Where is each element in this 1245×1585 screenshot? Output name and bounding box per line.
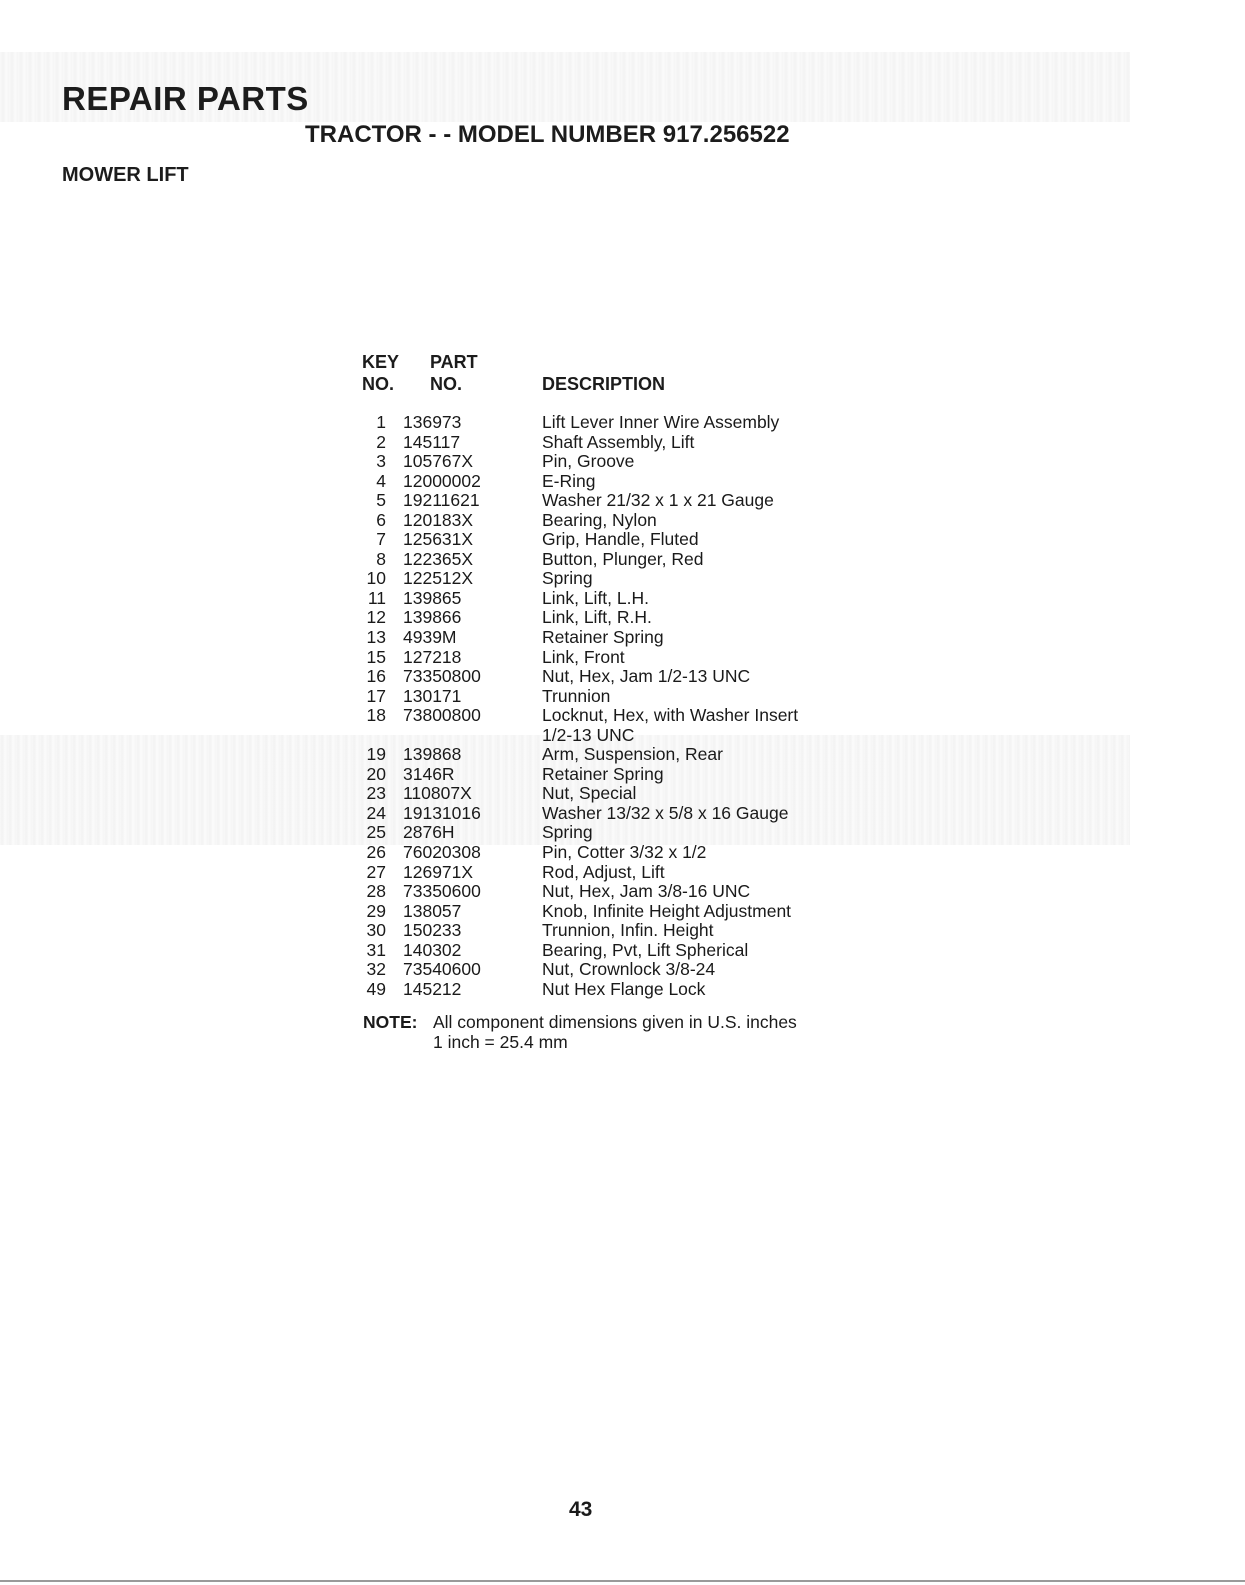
part-description: Retainer Spring <box>542 763 664 784</box>
table-row <box>355 589 875 609</box>
key-number: 30 <box>366 920 386 941</box>
part-number: 136973 <box>403 412 462 432</box>
table-row <box>355 667 875 687</box>
note-label: NOTE: <box>363 1012 418 1032</box>
table-row <box>355 511 875 531</box>
key-number: 6 <box>376 509 386 530</box>
part-description: Shaft Assembly, Lift <box>542 431 695 452</box>
part-description: Pin, Groove <box>542 451 635 472</box>
key-number: 12 <box>366 607 386 628</box>
table-row <box>355 960 875 980</box>
key-number: 25 <box>366 822 386 843</box>
part-number: 73800800 <box>403 705 481 726</box>
key-number: 10 <box>366 568 386 589</box>
table-row <box>355 843 875 863</box>
part-number: 122512X <box>403 568 474 589</box>
key-number: 49 <box>366 978 386 999</box>
key-number: 20 <box>366 763 386 784</box>
part-description: Button, Plunger, Red <box>542 548 704 569</box>
key-number: 3 <box>376 451 386 472</box>
table-row <box>355 980 875 1000</box>
part-description: Arm, Suspension, Rear <box>542 744 723 765</box>
part-description: Nut, Hex, Jam 1/2-13 UNC <box>542 666 751 687</box>
table-row <box>355 941 875 961</box>
part-number: 19131016 <box>403 802 481 823</box>
part-number: 122365X <box>403 548 474 569</box>
part-number: 105767X <box>403 451 474 472</box>
key-header-line2: NO. <box>362 374 395 394</box>
part-description: Nut Hex Flange Lock <box>542 978 706 999</box>
part-number: 138057 <box>403 900 462 921</box>
table-row <box>355 550 875 570</box>
key-number: 7 <box>376 529 386 550</box>
part-description-continued: 1/2-13 UNC <box>542 724 635 745</box>
part-description: Locknut, Hex, with Washer Insert <box>542 705 799 726</box>
part-number: 73350800 <box>403 666 481 687</box>
part-number: 139865 <box>403 587 462 608</box>
table-row <box>355 921 875 941</box>
description-header: DESCRIPTION <box>542 374 666 394</box>
part-description: Pin, Cotter 3/32 x 1/2 <box>542 842 707 863</box>
part-description: Link, Front <box>542 646 625 667</box>
part-description: Nut, Crownlock 3/8-24 <box>542 959 716 980</box>
part-number: 126971X <box>403 861 474 882</box>
table-row <box>355 784 875 804</box>
key-number: 18 <box>366 705 386 726</box>
part-number: 76020308 <box>403 842 481 863</box>
key-number: 29 <box>366 900 386 921</box>
part-description: Bearing, Pvt, Lift Spherical <box>542 939 749 960</box>
part-number: 145212 <box>403 978 462 999</box>
table-row <box>355 823 875 843</box>
key-header-line1: KEY <box>362 352 400 372</box>
page-title: REPAIR PARTS <box>62 80 309 117</box>
part-description: Retainer Spring <box>542 627 664 648</box>
table-row <box>355 706 875 745</box>
part-number: 145117 <box>403 431 461 452</box>
note-line1: All component dimensions given in U.S. inches <box>433 1012 797 1032</box>
part-number: 139868 <box>403 744 462 765</box>
part-description: Spring <box>542 568 593 589</box>
part-header-line2: NO. <box>430 374 463 394</box>
part-description: Washer 21/32 x 1 x 21 Gauge <box>542 490 774 511</box>
table-row <box>355 530 875 550</box>
part-number: 19211621 <box>403 490 480 511</box>
part-description: Trunnion, Infin. Height <box>542 920 714 941</box>
part-description: Knob, Infinite Height Adjustment <box>542 900 792 921</box>
part-description: Link, Lift, R.H. <box>542 607 652 628</box>
part-description: Lift Lever Inner Wire Assembly <box>542 412 780 432</box>
key-number: 16 <box>366 666 386 687</box>
table-row <box>355 472 875 492</box>
key-number: 4 <box>376 470 386 491</box>
part-number: 12000002 <box>403 470 481 491</box>
part-number: 150233 <box>403 920 462 941</box>
part-number: 4939M <box>403 627 457 648</box>
table-row <box>355 687 875 707</box>
part-header-line1: PART <box>430 352 478 372</box>
part-number: 125631X <box>403 529 474 550</box>
part-description: Link, Lift, L.H. <box>542 587 649 608</box>
part-number: 127218 <box>403 646 462 667</box>
key-number: 17 <box>366 685 386 706</box>
key-number: 5 <box>376 490 386 511</box>
model-title: TRACTOR - - MODEL NUMBER 917.256522 <box>305 121 790 148</box>
part-number: 130171 <box>403 685 462 706</box>
table-row <box>355 902 875 922</box>
table-row <box>355 863 875 883</box>
part-description: Spring <box>542 822 593 843</box>
table-row <box>355 882 875 902</box>
table-row <box>355 608 875 628</box>
part-number: 73350600 <box>403 881 481 902</box>
part-number: 139866 <box>403 607 462 628</box>
page-number: 43 <box>569 1498 593 1521</box>
key-number: 2 <box>376 431 386 452</box>
table-row <box>355 648 875 668</box>
bottom-rule <box>0 1580 1245 1582</box>
parts-list <box>355 413 875 999</box>
part-description: Bearing, Nylon <box>542 509 657 530</box>
key-number: 26 <box>366 842 386 863</box>
key-number: 32 <box>366 959 386 980</box>
key-number: 31 <box>366 939 386 960</box>
table-row <box>355 569 875 589</box>
part-number: 120183X <box>403 509 474 530</box>
part-description: Rod, Adjust, Lift <box>542 861 665 882</box>
part-description: Nut, Hex, Jam 3/8-16 UNC <box>542 881 751 902</box>
key-number: 24 <box>366 802 386 823</box>
part-number: 2876H <box>403 822 455 843</box>
key-number: 13 <box>366 627 386 648</box>
key-number: 28 <box>366 881 386 902</box>
table-row <box>355 413 875 433</box>
table-row <box>355 765 875 785</box>
part-description: Grip, Handle, Fluted <box>542 529 699 550</box>
key-number: 27 <box>366 861 386 882</box>
key-number: 15 <box>366 646 386 667</box>
table-row <box>355 804 875 824</box>
key-number: 8 <box>376 548 386 569</box>
key-number: 11 <box>367 587 386 608</box>
table-row <box>355 452 875 472</box>
part-description: Trunnion <box>542 685 611 706</box>
section-title: MOWER LIFT <box>62 164 189 186</box>
part-description: Washer 13/32 x 5/8 x 16 Gauge <box>542 802 789 823</box>
key-no-header <box>362 351 399 395</box>
part-number: 3146R <box>403 763 455 784</box>
part-number: 73540600 <box>403 959 481 980</box>
key-number: 19 <box>366 744 386 765</box>
part-number: 140302 <box>403 939 462 960</box>
table-row <box>355 433 875 453</box>
table-row <box>355 745 875 765</box>
key-number: 23 <box>366 783 386 804</box>
table-row <box>355 628 875 648</box>
part-description: Nut, Special <box>542 783 637 804</box>
table-row <box>355 491 875 511</box>
part-no-header <box>430 351 478 395</box>
part-description: E-Ring <box>542 470 596 491</box>
part-number: 110807X <box>403 783 472 804</box>
note-line2: 1 inch = 25.4 mm <box>433 1032 568 1052</box>
key-number: 1 <box>376 412 386 432</box>
